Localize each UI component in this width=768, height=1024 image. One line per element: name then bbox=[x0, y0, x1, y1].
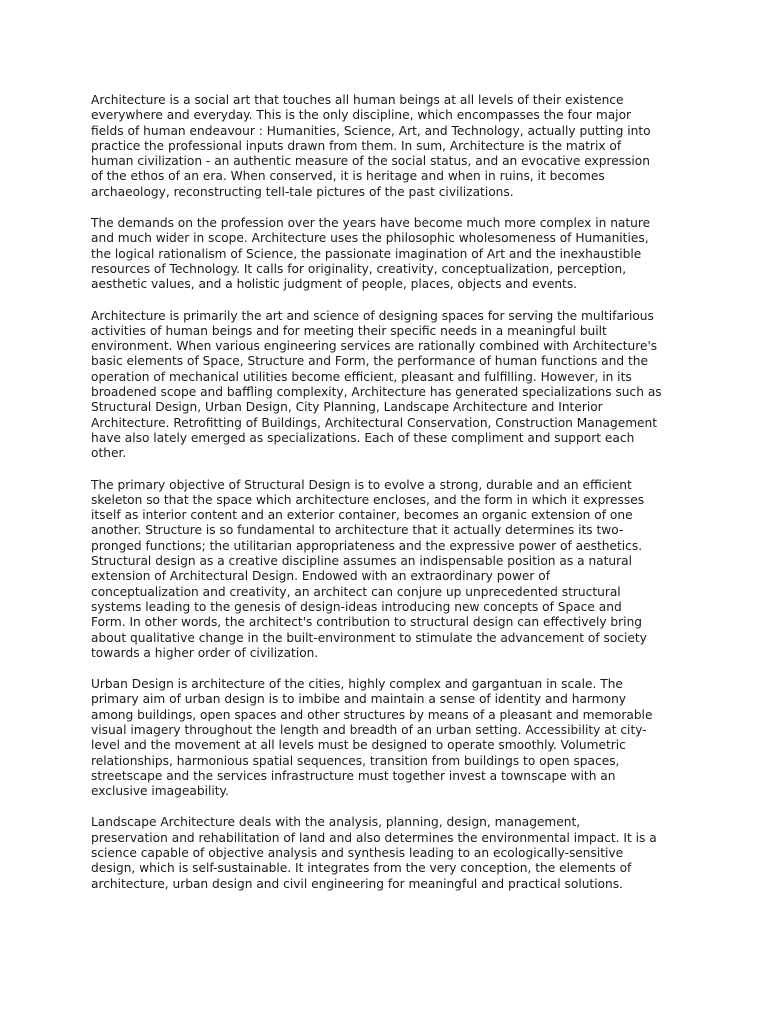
text-line: Urban Design is architecture of the cities, highly complex and gargantuan in scale. The bbox=[91, 677, 623, 692]
text-line: Landscape Architecture deals with the analysis, planning, design, management, bbox=[91, 815, 581, 830]
text-line: design, which is self-sustainable. It integrates from the very conception, the elements of bbox=[91, 861, 632, 876]
text-line: level and the movement at all levels must be designed to operate smoothly. Volumetric bbox=[91, 738, 626, 753]
text-line: architecture, urban design and civil engineering for meaningful and practical solutions. bbox=[91, 876, 623, 891]
text-line: operation of mechanical utilities become efficient, pleasant and fulfilling. However, in its bbox=[91, 369, 632, 384]
text-line: fields of human endeavour : Humanities, Science, Art, and Technology, actually putting into bbox=[91, 123, 651, 138]
paragraph-5 bbox=[91, 677, 691, 799]
text-line: systems leading to the genesis of design-ideas introducing new concepts of Space and bbox=[91, 599, 622, 614]
text-line: streetscape and the services infrastructure must together invest a townscape with an bbox=[91, 768, 616, 783]
text-line: and much wider in scope. Architecture uses the philosophic wholesomeness of Humanities, bbox=[91, 231, 649, 246]
text-line: Structural design as a creative discipline assumes an indispensable position as a natural bbox=[91, 554, 633, 569]
text-line: conceptualization and creativity, an architect can conjure up unprecedented structural bbox=[91, 584, 621, 599]
paragraph-1 bbox=[91, 93, 691, 200]
text-line: environment. When various engineering services are rationally combined with Architecture's bbox=[91, 339, 658, 354]
text-line: preservation and rehabilitation of land and also determines the environmental impact. It is a bbox=[91, 830, 657, 845]
text-line: of the ethos of an era. When conserved, it is heritage and when in ruins, it becomes bbox=[91, 169, 605, 184]
paragraph-3 bbox=[91, 309, 691, 462]
paragraph-2 bbox=[91, 216, 691, 292]
text-line: itself as interior content and an exterior container, becomes an organic extension of one bbox=[91, 508, 633, 523]
text-line: among buildings, open spaces and other structures by means of a pleasant and memorable bbox=[91, 707, 653, 722]
text-line: broadened scope and baffling complexity, Architecture has generated specializations such as bbox=[91, 385, 662, 400]
text-line: Structural Design, Urban Design, City Planning, Landscape Architecture and Interior bbox=[91, 400, 603, 415]
text-line: relationships, harmonious spatial sequences, transition from buildings to open spaces, bbox=[91, 753, 620, 768]
text-line: visual imagery throughout the length and breadth of an urban setting. Accessibility at city- bbox=[91, 722, 647, 737]
text-line: extension of Architectural Design. Endowed with an extraordinary power of bbox=[91, 569, 551, 584]
text-line: skeleton so that the space which architecture encloses, and the form in which it expresses bbox=[91, 492, 645, 507]
text-line: science capable of objective analysis and synthesis leading to an ecologically-sensitive bbox=[91, 846, 624, 861]
text-line: The primary objective of Structural Design is to evolve a strong, durable and an efficient bbox=[91, 477, 632, 492]
text-line: everywhere and everyday. This is the only discipline, which encompasses the four major bbox=[91, 108, 632, 123]
text-line: practice the professional inputs drawn from them. In sum, Architecture is the matrix of bbox=[91, 138, 622, 153]
text-line: archaeology, reconstructing tell-tale pictures of the past civilizations. bbox=[91, 184, 514, 199]
text-line: have also lately emerged as specializations. Each of these compliment and support each bbox=[91, 430, 635, 445]
text-line: Architecture. Retrofitting of Buildings, Architectural Conservation, Construction Management bbox=[91, 415, 658, 430]
document-page bbox=[91, 93, 691, 908]
paragraph-4 bbox=[91, 478, 691, 662]
text-line: The demands on the profession over the years have become much more complex in nature bbox=[91, 216, 651, 231]
text-line: basic elements of Space, Structure and Form, the performance of human functions and the bbox=[91, 354, 648, 369]
text-line: the logical rationalism of Science, the passionate imagination of Art and the inexhaustible bbox=[91, 246, 642, 261]
text-line: another. Structure is so fundamental to architecture that it actually determines its two- bbox=[91, 523, 624, 538]
text-line: about qualitative change in the built-environment to stimulate the advancement of society bbox=[91, 630, 647, 645]
text-line: towards a higher order of civilization. bbox=[91, 645, 319, 660]
text-line: primary aim of urban design is to imbibe and maintain a sense of identity and harmony bbox=[91, 692, 627, 707]
text-line: exclusive imageability. bbox=[91, 784, 229, 799]
text-line: activities of human beings and for meeting their specific needs in a meaningful built bbox=[91, 323, 607, 338]
text-line: resources of Technology. It calls for originality, creativity, conceptualization, perception, bbox=[91, 261, 627, 276]
text-line: Architecture is primarily the art and science of designing spaces for serving the multifarious bbox=[91, 308, 654, 323]
text-line: Form. In other words, the architect's contribution to structural design can effectively bring bbox=[91, 615, 643, 630]
text-line: other. bbox=[91, 446, 127, 461]
text-line: Architecture is a social art that touches all human beings at all levels of their existence bbox=[91, 93, 624, 107]
text-line: human civilization - an authentic measure of the social status, and an evocative expression bbox=[91, 154, 650, 169]
text-line: aesthetic values, and a holistic judgment of people, places, objects and events. bbox=[91, 277, 578, 292]
paragraph-6 bbox=[91, 815, 691, 891]
text-line: pronged functions; the utilitarian appropriateness and the expressive power of aesthetics. bbox=[91, 538, 643, 553]
